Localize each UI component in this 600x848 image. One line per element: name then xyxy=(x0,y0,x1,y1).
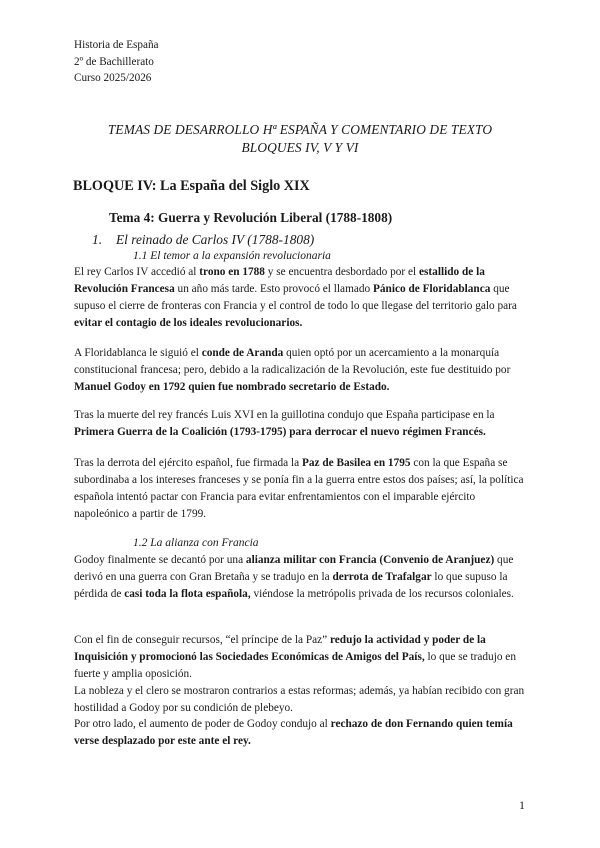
p1-text-c: y se encuentra desbordado por el xyxy=(264,266,419,278)
paragraph-4 xyxy=(74,455,526,523)
p5-bold-f: casi toda la flota española, xyxy=(124,588,251,600)
p1-text-g: que supuso el cierre de fronteras con Francia y el control de todo lo que llegase del territorio galo para xyxy=(74,283,517,312)
p2-text-c: quien optó por un acercamiento a la monarquía constitucional francesa; pero, debido a la radicalización de la Revolución, este fue destituido por xyxy=(74,347,511,376)
paragraph-3 xyxy=(74,407,526,441)
header-course-level: 2º de Bachillerato xyxy=(74,55,154,68)
paragraph-7: La nobleza y el clero se mostraron contrarios a estas reformas; además, ya habían recibido con gran hostilidad a Godoy por su condición de plebeyo. xyxy=(74,685,525,714)
title-line-1: TEMAS DE DESARROLLO Hª ESPAÑA Y COMENTARIO DE TEXTO xyxy=(107,122,493,137)
section-1-number: 1. xyxy=(92,232,103,247)
paragraph-5 xyxy=(74,552,526,603)
p5-text-g: viéndose la metrópolis privada de los recursos coloniales. xyxy=(250,588,514,600)
section-1-title: El reinado de Carlos IV (1788-1808) xyxy=(116,232,315,247)
p5-text-e: lo que supuso la pérdida de xyxy=(74,571,508,600)
p2-text-a: A Floridablanca le siguió el xyxy=(74,347,202,359)
p1-text-e: un año más tarde. Esto provocó el llamado xyxy=(174,283,373,295)
page-number: 1 xyxy=(519,798,525,812)
paragraph-8 xyxy=(74,716,526,750)
p6-text-c: lo que se tradujo en fuerte y amplia oposición. xyxy=(74,651,516,680)
p3-bold-b: Primera Guerra de la Coalición (1793-1795) para derrocar el nuevo régimen Francés. xyxy=(74,426,486,438)
p6-bold-b: redujo la actividad y poder de la Inquisición y promocionó las Sociedades Económicas de Amigos del País, xyxy=(74,634,486,663)
p6-text-a: Con el fin de conseguir recursos, “el príncipe de la Paz” xyxy=(74,634,330,646)
paragraph-1 xyxy=(74,264,526,332)
paragraph-2 xyxy=(74,345,526,396)
header-subject: Historia de España xyxy=(74,39,159,51)
p2-bold-d: Manuel Godoy en 1792 quien fue nombrado secretario de Estado. xyxy=(74,381,390,393)
p5-bold-d: derrota de Trafalgar xyxy=(332,571,432,583)
bloque-heading: BLOQUE IV: La España del Siglo XIX xyxy=(73,178,310,194)
p8-text-a: Por otro lado, el aumento de poder de Godoy condujo al xyxy=(74,718,331,730)
p1-bold-d: estallido de la Revolución Francesa xyxy=(74,266,485,295)
p1-bold-b: trono en 1788 xyxy=(199,266,265,278)
p4-text-c: con la que España se subordinaba a los intereses franceses y se ponía fin a la guerra entre estos dos países; así, la política española intentó pactar con Francia para evitar enfrentamientos con el imparable ejército napoleónico a partir de 1799. xyxy=(74,457,524,520)
header-school-year: Curso 2025/2026 xyxy=(74,72,152,84)
p4-text-a: Tras la derrota del ejército español, fue firmada la xyxy=(74,457,302,469)
p3-text-a: Tras la muerte del rey francés Luis XVI en la guillotina condujo que España participase en la xyxy=(74,409,495,421)
subsection-1-2-heading: 1.2 La alianza con Francia xyxy=(133,537,259,549)
tema-heading: Tema 4: Guerra y Revolución Liberal (1788-1808) xyxy=(109,210,393,225)
p5-bold-b: alianza militar con Francia (Convenio de Aranjuez) xyxy=(245,554,495,566)
p4-bold-b: Paz de Basilea en 1795 xyxy=(301,457,411,469)
section-1-heading xyxy=(92,232,314,248)
p8-bold-b: rechazo de don Fernando quien temía verse desplazado por este ante el rey. xyxy=(74,718,513,747)
p1-text-a: El rey Carlos IV accedió al xyxy=(74,266,200,278)
document-title xyxy=(60,121,540,157)
p2-bold-b: conde de Aranda xyxy=(201,347,284,359)
paragraph-6 xyxy=(74,632,526,683)
p1-bold-f: Pánico de Floridablanca xyxy=(373,283,491,295)
document-header xyxy=(74,37,159,87)
p1-bold-h: evitar el contagio de los ideales revolucionarios. xyxy=(74,317,303,329)
p5-text-a: Godoy finalmente se decantó por una xyxy=(74,554,246,566)
title-line-2: BLOQUES IV, V Y VI xyxy=(241,140,359,155)
p5-text-c: que derivó en una guerra con Gran Bretaña y se tradujo en la xyxy=(74,554,514,583)
subsection-1-1-heading: 1.1 El temor a la expansión revolucionaria xyxy=(133,250,331,262)
